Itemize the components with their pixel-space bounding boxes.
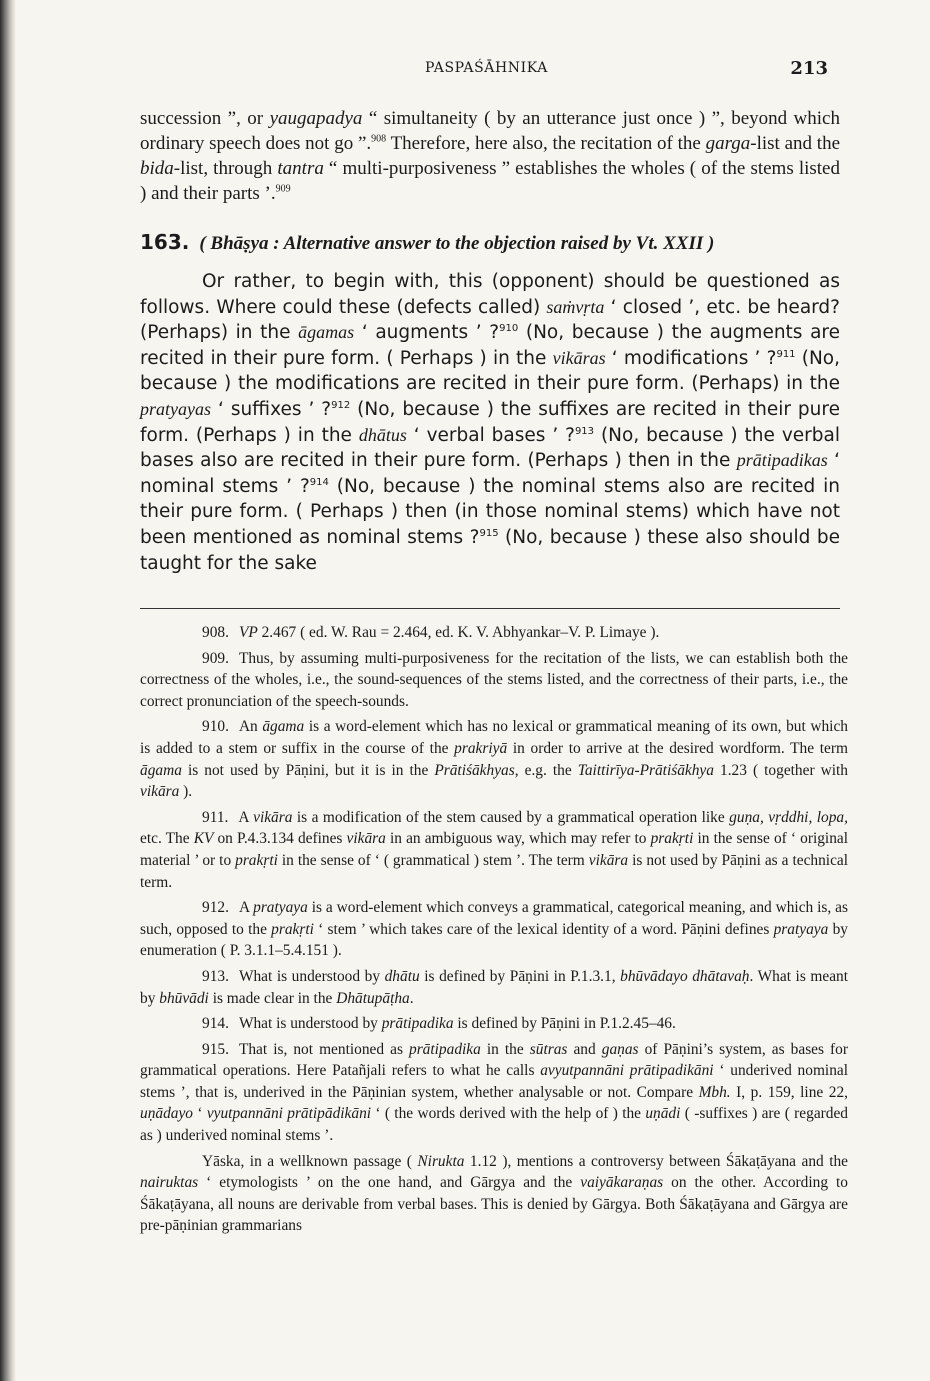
footnote-ref-908[interactable]: 908 [371, 133, 387, 145]
footnote-911: 911. A vikāra is a modification of the stem caused by a grammatical operation like guṇa, vṛddhi, lopa, etc. The KV on P.4.3.134 defines vikāra in an ambiguous way, which may refer to prakṛti in the sense of ‘ original material ’ or to prakṛti in the sense of ‘ ( grammatical ) stem ’. The term vikāra is not used by Pāṇini as a technical term. [140, 808, 849, 891]
footnote-ref-911[interactable]: 911 [776, 348, 796, 360]
footnote-910: 910. An āgama is a word-element which has no lexical or grammatical meaning of its own, but which is added to a stem or suffix in the course of the prakriyā in order to arrive at the desired wordform. The term āgama is not used by Pāṇini, but it is in the Prātiśākhyas, e.g. the Taittirīya-Prātiśākhya 1.23 ( together with vikāra ). [140, 718, 848, 801]
intro-paragraph: succession ”, or yaugapadya “ simultaneity ( by an utterance just once ) ”, beyond which ordinary speech does not go ”.$^{908}$ Therefore, here also, the recitation of the garga-list and the bida-list, through tantra “ multi-purposiveness ” establishes the wholes ( of the stems listed ) and their parts ’.$^{909}$ [140, 108, 841, 204]
footnote-915: 915. That is, not mentioned as prātipadika in the sūtras and gaṇas of Pāṇini’s system, as bases for grammatical operations. Here Patañjali refers to what he calls avyutpannāni prātipadikāni ‘ underived nominal stems ’, that is, underived in the Pāṇinian system, whether analysable or not. Compare Mbh. I, p. 159, line 22, uṇādayo ‘ vyutpannāni prātipādikāni ‘ ( the words derived with the help of ) the uṇādi ( -suffixes ) are ( regarded as ) underived nominal stems ’. [140, 1040, 849, 1145]
footnote-ref-915[interactable]: 915 [479, 527, 499, 539]
footnote-divider [140, 608, 840, 609]
section-number: 163. [140, 230, 190, 254]
footnote-908: 908. VP 2.467 ( ed. W. Rau = 2.464, ed. K. V. Abhyankar–V. P. Limaye ). [202, 624, 660, 641]
page-header [140, 60, 840, 84]
running-title: PASPAŚĀHNIKA [425, 60, 548, 76]
section-heading [140, 230, 840, 255]
footnote-912: 912. A pratyaya is a word-element which conveys a grammatical, categorical meaning, and which is, as such, opposed to the prakṛti ‘ stem ’ which takes care of the lexical identity of a word. Pāṇini defines pratyaya by enumeration ( P. 3.1.1–5.4.151 ). [140, 899, 848, 960]
section-title: ( Bhāṣya : Alternative answer to the objection raised by Vt. XXII ) [199, 233, 715, 254]
footnote-ref-910[interactable]: 910 [499, 323, 519, 335]
footnote-915-continued: Yāska, in a wellknown passage ( Nirukta 1.12 ), mentions a controversy between Śākaṭāyana and the nairuktas ‘ etymologists ’ on the one hand, and Gārgya and the vaiyākaraṇas on the other. According to Śākaṭāyana, all nouns are derivable from verbal bases. This is denied by Gārgya. Both Śākaṭāyana and Gārgya are pre-pāṇinian grammarians [140, 1152, 848, 1235]
footnote-909: 909. Thus, by assuming multi-purposiveness for the recitation of the lists, we can establish both the correctness of the wholes, i.e., the sound-sequences of the stems listed, and the correctness of their parts, i.e., the correct pronunciation of the speech-sounds. [140, 649, 848, 710]
footnotes [140, 622, 848, 1241]
page-number: 213 [790, 58, 828, 79]
footnote-913: 913. What is understood by dhātu is defined by Pāṇini in P.1.3.1, bhūvādayo dhātavaḥ. What is meant by bhūvādi is made clear in the Dhātupāṭha. [140, 967, 849, 1007]
footnote-ref-909[interactable]: 909 [275, 183, 291, 195]
footnote-ref-912[interactable]: 912 [331, 399, 351, 411]
book-binding-edge [0, 0, 16, 1381]
footnote-ref-913[interactable]: 913 [574, 425, 595, 437]
footnote-ref-914[interactable]: 914 [309, 476, 329, 488]
main-paragraph: Or rather, to begin with, this (opponent) should be questioned as follows. Where could these (defects called) saṁvṛta ‘ closed ’, etc. be heard? (Perhaps) in the āgamas ‘ augments ’ ?$^{910}$ (No, because ) the augments are recited in their pure form. ( Perhaps ) in the vikāras ‘ modifications ’ ?$^{911}$ (No, because ) the modifications are recited in their pure form. (Perhaps) in the pratyayas ‘ suffixes ’ ?$^{912}$ (No, because ) the suffixes are recited in their pure form. (Perhaps ) in the dhātus ‘ verbal bases ’ ?$^{913}$ (No, because ) the verbal bases also are recited in their pure form. (Perhaps ) then in the prātipadikas ‘ nominal stems ’ ?$^{914}$ (No, because ) the nominal stems also are recited in their pure form. ( Perhaps ) then (in those nominal stems) which have not been mentioned as nominal stems ?$^{915}$ (No, because ) these also should be taught for the sake [140, 271, 841, 574]
footnote-914: 914. What is understood by prātipadika is defined by Pāṇini in P.1.2.45–46. [202, 1015, 676, 1033]
